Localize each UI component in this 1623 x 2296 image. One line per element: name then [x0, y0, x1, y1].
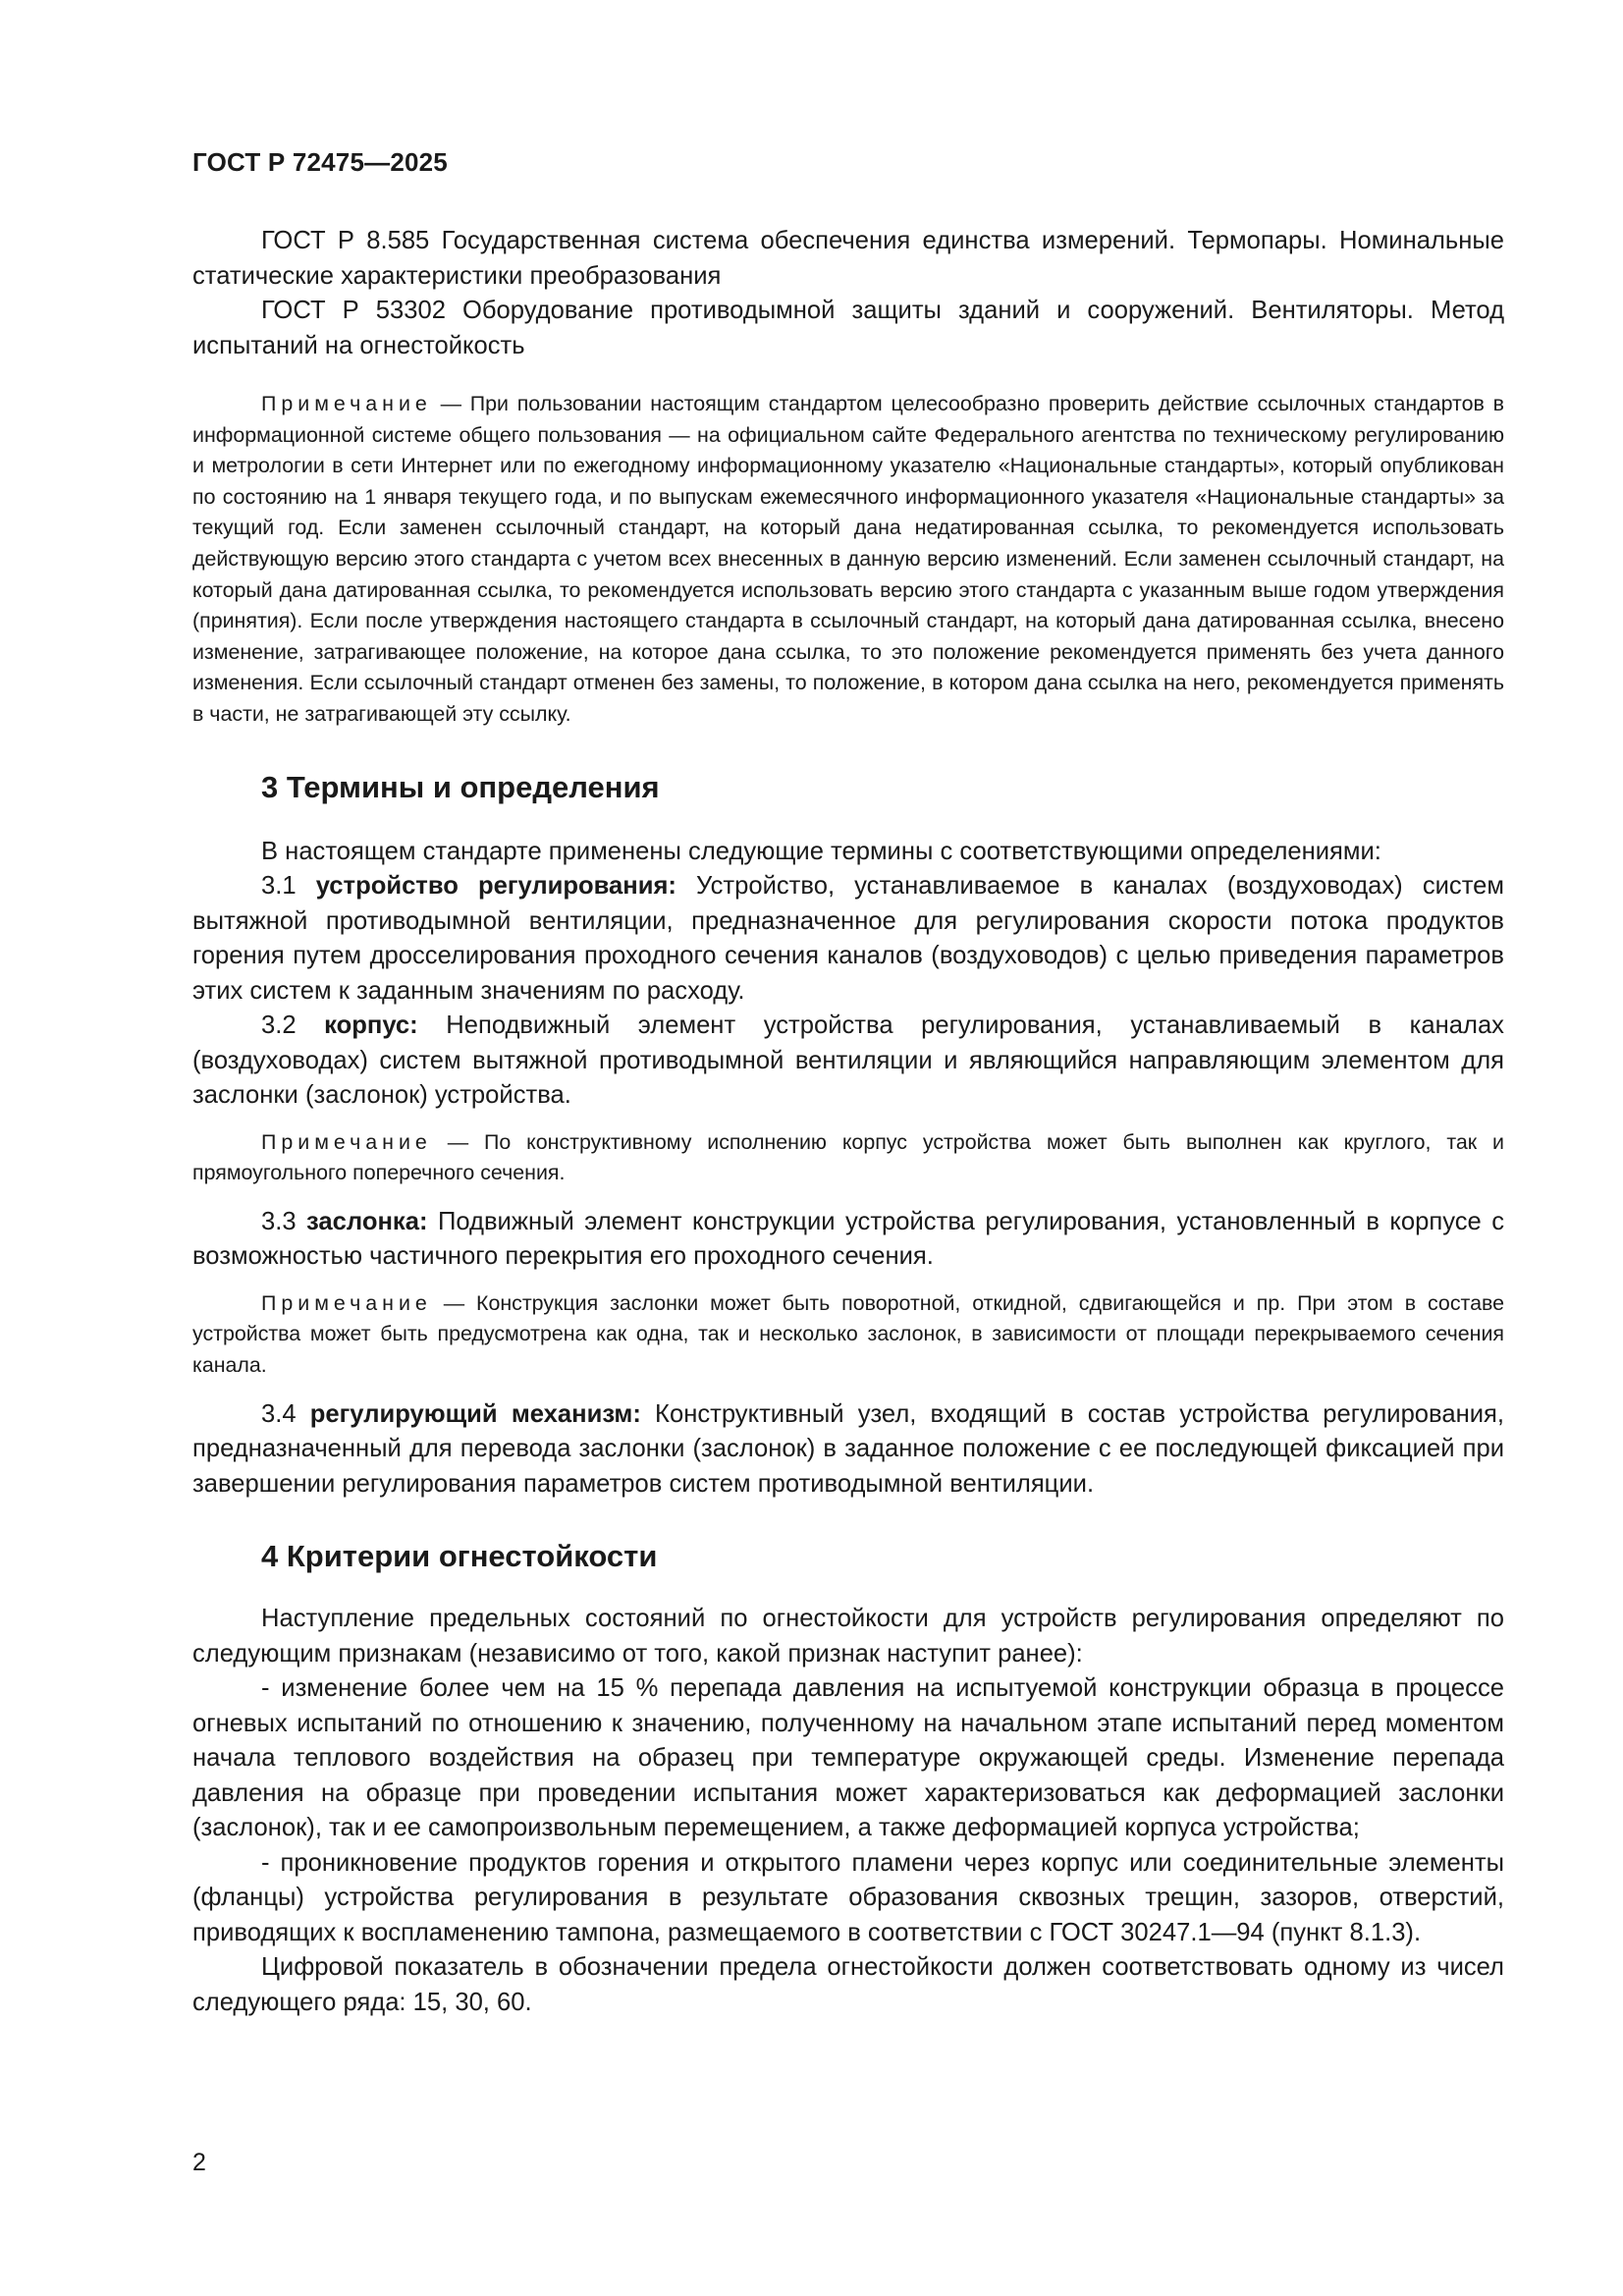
- term-name: заслонка:: [306, 1207, 428, 1235]
- section-4-intro: Наступление предельных состояний по огнестойкости для устройств регулирования определяют по следующим признакам (независимо от того, какой признак наступит ранее):: [192, 1605, 1504, 1667]
- document-header-id: ГОСТ Р 72475—2025: [192, 147, 448, 177]
- term-3-3-note: [192, 1288, 1504, 1382]
- note-label: Примечание: [261, 1129, 432, 1154]
- note-label: Примечание: [261, 392, 432, 415]
- criterion-item-2: - проникновение продуктов горения и открытого пламени через корпус или соединительные элементы (фланцы) устройства регулирования в результате образования сквозных трещин, зазоров, отверстий, приводящих к воспламенению тампона, размещаемого в соответствии с ГОСТ 30247.1—94 (пункт 8.1.3).: [192, 1848, 1504, 1946]
- term-name: корпус:: [324, 1011, 418, 1040]
- term-definition: Неподвижный элемент устройства регулирования, устанавливаемый в каналах (воздуховодах) систем вытяжной противодымной вентиляции и являющийся направляющим элементом для заслонки (заслонок) устройства.: [192, 1011, 1504, 1110]
- references-note: [192, 389, 1504, 731]
- note-label: Примечание: [261, 1290, 432, 1315]
- page-content: [192, 224, 1504, 2020]
- term-definition: Устройство, устанавливаемое в каналах (воздуховодах) систем вытяжной противодымной вентиляции, предназначенное для регулирования скорости потока продуктов горения путем дросселирования проходного сечения каналов (воздуховодов) с целью приведения параметров этих систем к заданным значениям по расходу.: [192, 872, 1504, 1005]
- term-definition: Конструктивный узел, входящий в состав устройства регулирования, предназначенный для перевода заслонки (заслонок) в заданное положение с ее последующей фиксацией при завершении регулирования параметров систем противодымной вентиляции.: [192, 1399, 1504, 1498]
- term-number: 3.1: [261, 872, 297, 901]
- section-3-intro: В настоящем стандарте применены следующие термины с соответствующими определениями:: [261, 837, 1381, 865]
- section-4-final: Цифровой показатель в обозначении предела огнестойкости должен соответствовать одному из чисел следующего ряда: 15, 30, 60.: [192, 1953, 1504, 2016]
- note-text: — По конструктивному исполнению корпус устройства может быть выполнен как круглого, так и прямоугольного поперечного сечения.: [192, 1129, 1504, 1185]
- section-4-heading: 4 Критерии огнестойкости: [261, 1539, 658, 1573]
- term-3-2: [192, 1009, 1504, 1114]
- note-text: — При пользовании настоящим стандартом целесообразно проверить действие ссылочных стандартов в информационной системе общего пользования — на официальном сайте Федерального агентства по техническому регулированию и метрологии в сети Интернет или по ежегодному информационному указателю «Национальные стандарты», который опубликован по состоянию на 1 января текущего года, и по выпускам ежемесячного информационного указателя «Национальные стандарты» за текущий год. Если заменен ссылочный стандарт, на который дана недатированная ссылка, то рекомендуется использовать действующую версию этого стандарта с учетом всех внесенных в данную версию изменений. Если заменен ссылочный стандарт, на который дана датированная ссылка, то рекомендуется использовать версию этого стандарта с указанным выше годом утверждения (принятия). Если после утверждения настоящего стандарта в ссылочный стандарт, на который дана датированная ссылка, внесено изменение, затрагивающее положение, на которое дана ссылка, то это положение рекомендуется применять без учета данного изменения. Если ссылочный стандарт отменен без замены, то положение, в котором дана ссылка на него, рекомендуется применять в части, не затрагивающей эту ссылку.: [192, 392, 1504, 726]
- term-number: 3.3: [261, 1207, 297, 1235]
- term-name: устройство регулирования:: [315, 872, 676, 901]
- reference-gost-53302: ГОСТ Р 53302 Оборудование противодымной защиты зданий и сооружений. Вентиляторы. Метод испытаний на огнестойкость: [192, 297, 1504, 359]
- term-3-1: [192, 869, 1504, 1009]
- criterion-item-1: - изменение более чем на 15 % перепада давления на испытуемой конструкции образца в процессе огневых испытаний по отношению к значению, полученному на начальном этапе испытаний перед моментом начала теплового воздействия на образец при температуре окружающей среды. Изменение перепада давления на образце при проведении испытания может характеризоваться как деформацией заслонки (заслонок), так и ее самопроизвольным перемещением, а также деформацией корпуса устройства;: [192, 1674, 1504, 1841]
- term-number: 3.4: [261, 1399, 297, 1428]
- reference-gost-8-585: ГОСТ Р 8.585 Государственная система обеспечения единства измерений. Термопары. Номинальные статические характеристики преобразования: [192, 227, 1504, 290]
- section-3-heading: 3 Термины и определения: [261, 769, 660, 804]
- term-definition: Подвижный элемент конструкции устройства регулирования, установленный в корпусе с возможностью частичного перекрытия его проходного сечения.: [192, 1207, 1504, 1271]
- term-3-2-note: [192, 1127, 1504, 1189]
- note-text: — Конструкция заслонки может быть поворотной, откидной, сдвигающейся и пр. При этом в составе устройства может быть предусмотрена как одна, так и несколько заслонок, в зависимости от площади перекрываемого сечения канала.: [192, 1290, 1504, 1377]
- term-number: 3.2: [261, 1011, 297, 1040]
- term-3-4: [192, 1397, 1504, 1503]
- term-name: регулирующий механизм:: [309, 1399, 641, 1428]
- term-3-3: [192, 1205, 1504, 1275]
- page-number: 2: [192, 2149, 206, 2176]
